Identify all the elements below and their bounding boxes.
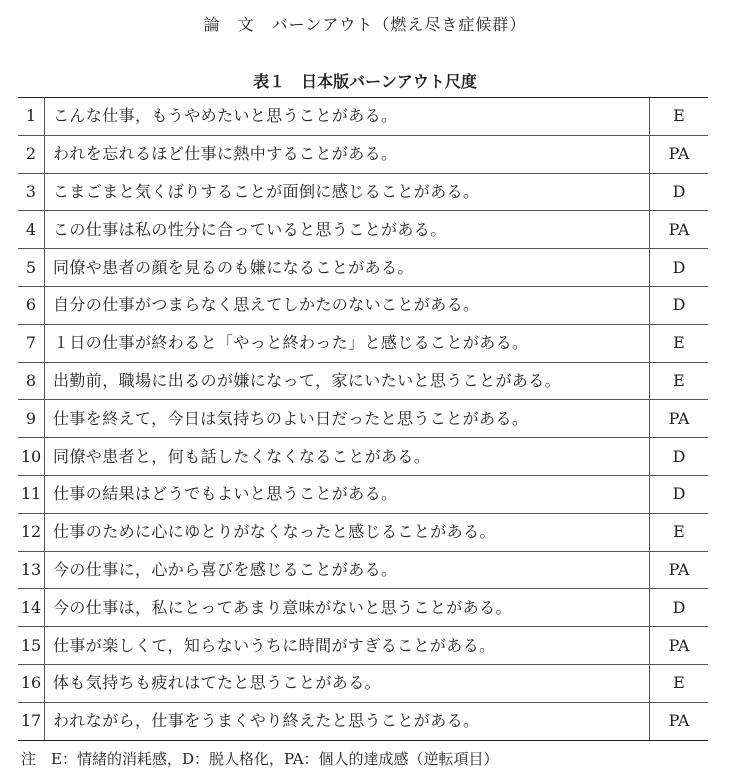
running-head: 論 文 バーンアウト（燃え尽き症候群） [203,15,527,34]
item-text-cell: われを忘れるほど仕事に熱中することがある。 [45,135,650,173]
item-subscale-cell: PA [650,627,709,665]
item-number-cell: 7 [18,324,45,362]
item-text-cell: 同僚や患者と，何も話したくなくなることがある。 [45,438,650,476]
item-text-cell: 仕事の結果はどうでもよいと思うことがある。 [45,475,650,513]
table-row [18,513,708,551]
item-number-cell: 14 [18,589,45,627]
item-number-cell: 10 [18,438,45,476]
item-text-cell: 仕事のために心にゆとりがなくなったと感じることがある。 [45,513,650,551]
item-number-cell: 12 [18,513,45,551]
item-number-cell: 5 [18,249,45,287]
item-subscale-cell: D [650,438,709,476]
item-number-cell: 2 [18,135,45,173]
item-text-cell: 出勤前，職場に出るのが嫌になって，家にいたいと思うことがある。 [45,362,650,400]
item-number-cell: 17 [18,702,45,740]
item-subscale-cell: PA [650,702,709,740]
table-row [18,211,708,249]
item-subscale-cell: E [650,324,709,362]
item-subscale-cell: D [650,173,709,211]
table-body [18,98,708,741]
item-number-cell: 9 [18,400,45,438]
table-row [18,400,708,438]
table-row [18,664,708,702]
item-number-cell: 15 [18,627,45,665]
table-row [18,286,708,324]
table-row [18,589,708,627]
item-subscale-cell: PA [650,135,709,173]
item-subscale-cell: D [650,589,709,627]
item-subscale-cell: PA [650,400,709,438]
table-row [18,173,708,211]
item-number-cell: 3 [18,173,45,211]
item-number-cell: 11 [18,475,45,513]
item-text-cell: 仕事を終えて，今日は気持ちのよい日だったと思うことがある。 [45,400,650,438]
item-number-cell: 16 [18,664,45,702]
table-row [18,362,708,400]
item-text-cell: こんな仕事，もうやめたいと思うことがある。 [45,98,650,136]
burnout-scale-table [18,97,708,741]
item-subscale-cell: PA [650,211,709,249]
item-subscale-cell: D [650,475,709,513]
item-subscale-cell: E [650,362,709,400]
table-row [18,702,708,740]
item-text-cell: 今の仕事は，私にとってあまり意味がないと思うことがある。 [45,589,650,627]
item-subscale-cell: PA [650,551,709,589]
table-row [18,249,708,287]
item-subscale-cell: E [650,98,709,136]
item-subscale-cell: E [650,513,709,551]
item-text-cell: この仕事は私の性分に合っていると思うことがある。 [45,211,650,249]
item-text-cell: 今の仕事に，心から喜びを感じることがある。 [45,551,650,589]
item-text-cell: われながら，仕事をうまくやり終えたと思うことがある。 [45,702,650,740]
item-subscale-cell: E [650,664,709,702]
item-number-cell: 1 [18,98,45,136]
item-text-cell: 自分の仕事がつまらなく思えてしかたのないことがある。 [45,286,650,324]
item-number-cell: 4 [18,211,45,249]
item-subscale-cell: D [650,249,709,287]
item-text-cell: １日の仕事が終わると「やっと終わった」と感じることがある。 [45,324,650,362]
table-row [18,475,708,513]
table-row [18,627,708,665]
table-row [18,324,708,362]
table-note: 注 E：情緒的消耗感，D：脱人格化，PA：個人的達成感（逆転項目） [21,750,499,768]
item-text-cell: 同僚や患者の顔を見るのも嫌になることがある。 [45,249,650,287]
item-text-cell: 体も気持ちも疲れはてたと思うことがある。 [45,664,650,702]
item-subscale-cell: D [650,286,709,324]
table-row [18,438,708,476]
table-row [18,135,708,173]
item-text-cell: こまごまと気くばりすることが面倒に感じることがある。 [45,173,650,211]
item-number-cell: 6 [18,286,45,324]
table-row [18,98,708,136]
item-number-cell: 8 [18,362,45,400]
item-text-cell: 仕事が楽しくて，知らないうちに時間がすぎることがある。 [45,627,650,665]
table-caption: 表１ 日本版バーンアウト尺度 [253,72,477,91]
table-row [18,551,708,589]
item-number-cell: 13 [18,551,45,589]
